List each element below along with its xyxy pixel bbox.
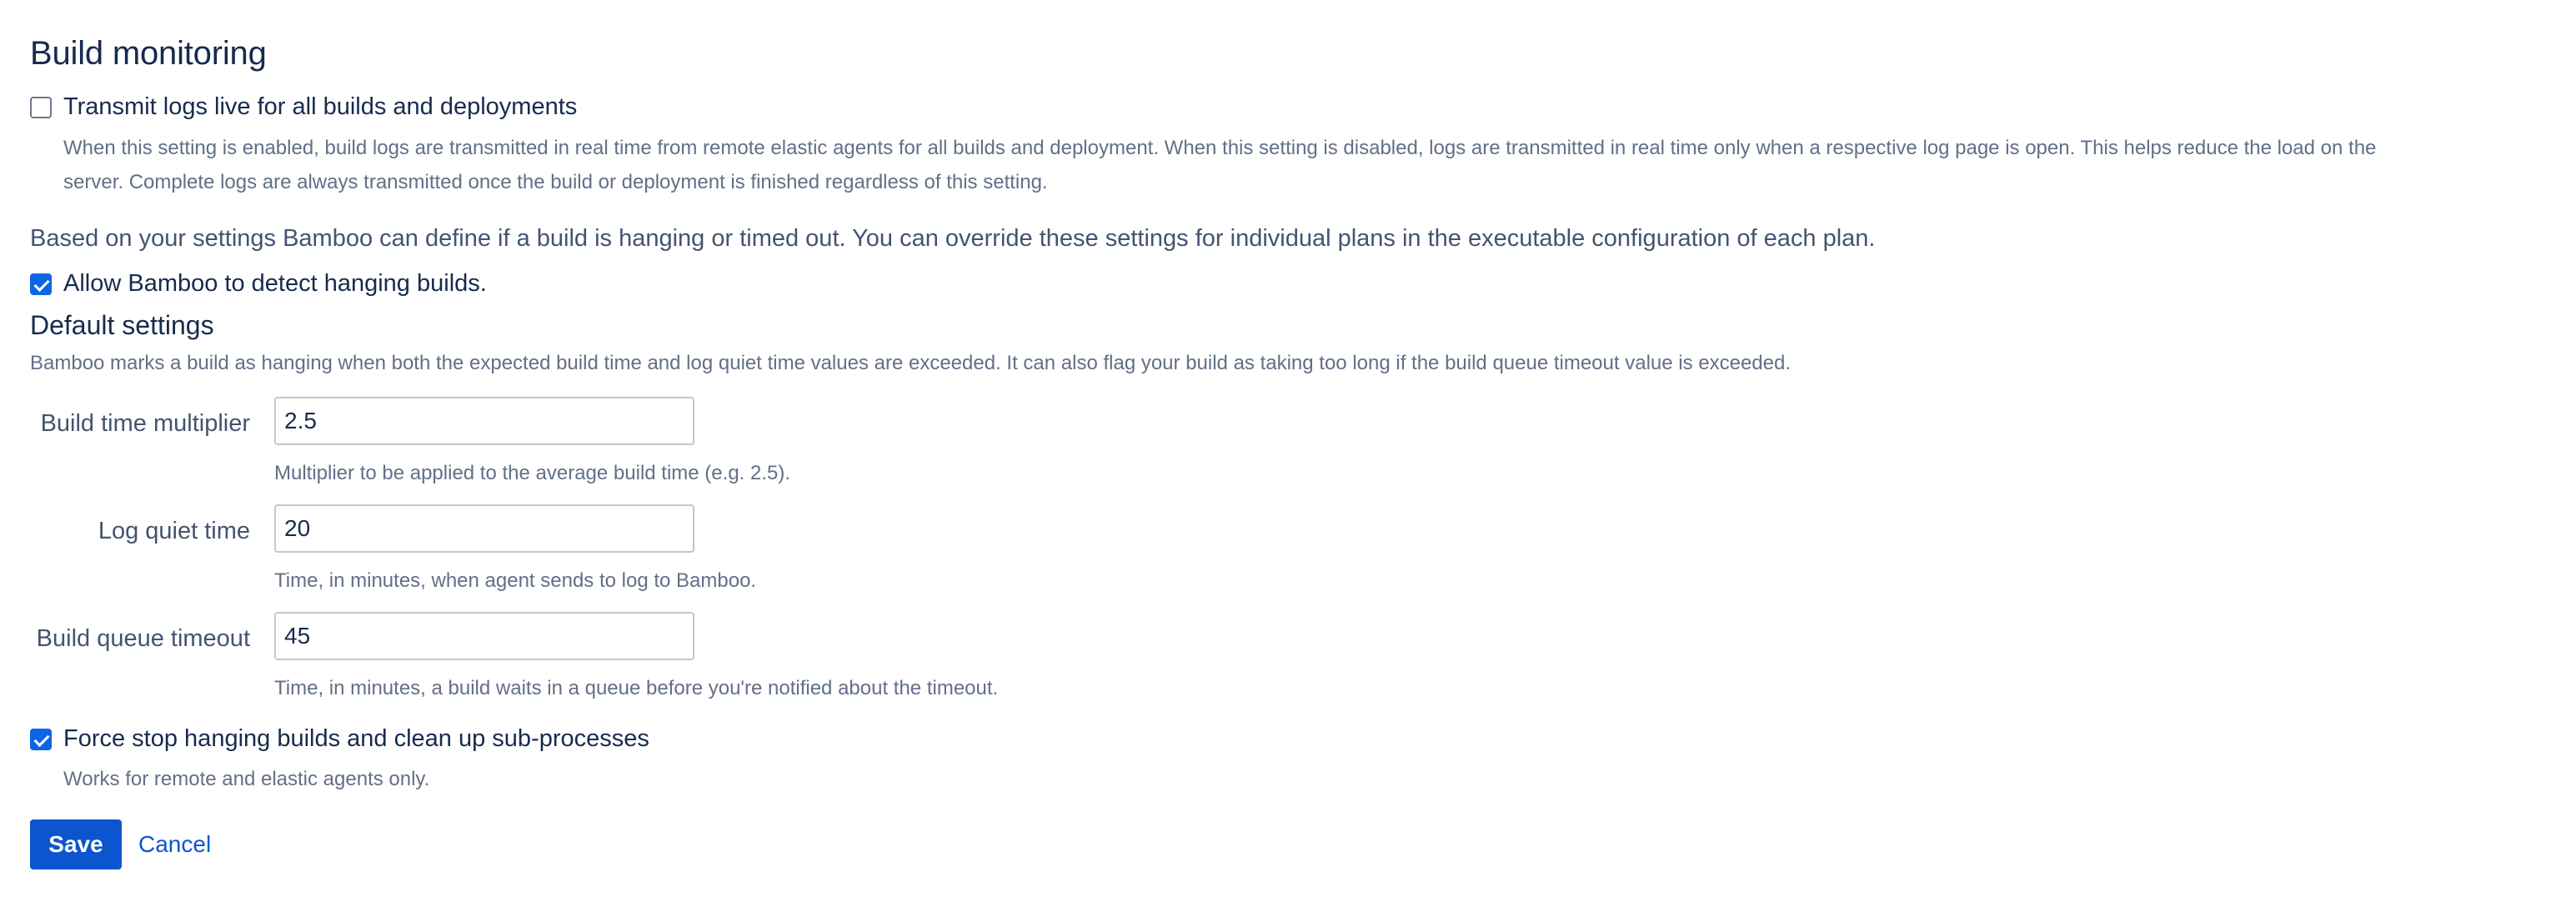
log-quiet-time-input[interactable] [274, 504, 694, 553]
default-settings-description: Bamboo marks a build as hanging when both the expected build time and log quiet time values are exceeded. It can also flag your build as taking too long if the build queue timeout value is exceeded. [30, 352, 1792, 374]
section-title: Build monitoring [30, 35, 267, 72]
build-time-multiplier-label: Build time multiplier [40, 410, 250, 437]
build-time-multiplier-input[interactable] [274, 397, 694, 445]
cancel-link[interactable]: Cancel [138, 831, 212, 857]
log-quiet-time-label: Log quiet time [98, 518, 250, 544]
detect-hanging-row [30, 270, 487, 298]
build-queue-timeout-label: Build queue timeout [36, 625, 250, 652]
transmit-logs-label[interactable]: Transmit logs live for all builds and deployments [63, 93, 578, 120]
default-settings-title: Default settings [30, 310, 214, 340]
transmit-logs-checkbox[interactable] [30, 97, 52, 118]
save-button[interactable]: Save [30, 819, 122, 869]
build-queue-timeout-input[interactable] [274, 612, 694, 660]
build-time-multiplier-help: Multiplier to be applied to the average build time (e.g. 2.5). [274, 462, 791, 484]
build-queue-timeout-help: Time, in minutes, a build waits in a queue before you're notified about the timeout. [274, 677, 999, 699]
transmit-logs-row [30, 93, 577, 121]
transmit-logs-help [63, 131, 2564, 199]
transmit-logs-help-line-2: server. Complete logs are always transmitted once the build or deployment is finished regardless of this setting. [63, 171, 1048, 193]
force-stop-label[interactable]: Force stop hanging builds and clean up sub-processes [63, 725, 649, 752]
hanging-intro-text: Based on your settings Bamboo can define if a build is hanging or timed out. You can override these settings for individual plans in the executable configuration of each plan. [30, 225, 1876, 252]
force-stop-checkbox[interactable] [30, 729, 52, 750]
detect-hanging-label[interactable]: Allow Bamboo to detect hanging builds. [63, 270, 487, 297]
force-stop-row [30, 725, 649, 753]
transmit-logs-help-line-1: When this setting is enabled, build logs are transmitted in real time from remote elastic agents for all builds and deployment. When this setting is disabled, logs are transmitted in real time only when a respective log page is open. This helps reduce the load on the [63, 137, 2377, 159]
log-quiet-time-help: Time, in minutes, when agent sends to log to Bamboo. [274, 569, 757, 592]
force-stop-help: Works for remote and elastic agents only. [63, 768, 430, 790]
detect-hanging-checkbox[interactable] [30, 273, 52, 295]
